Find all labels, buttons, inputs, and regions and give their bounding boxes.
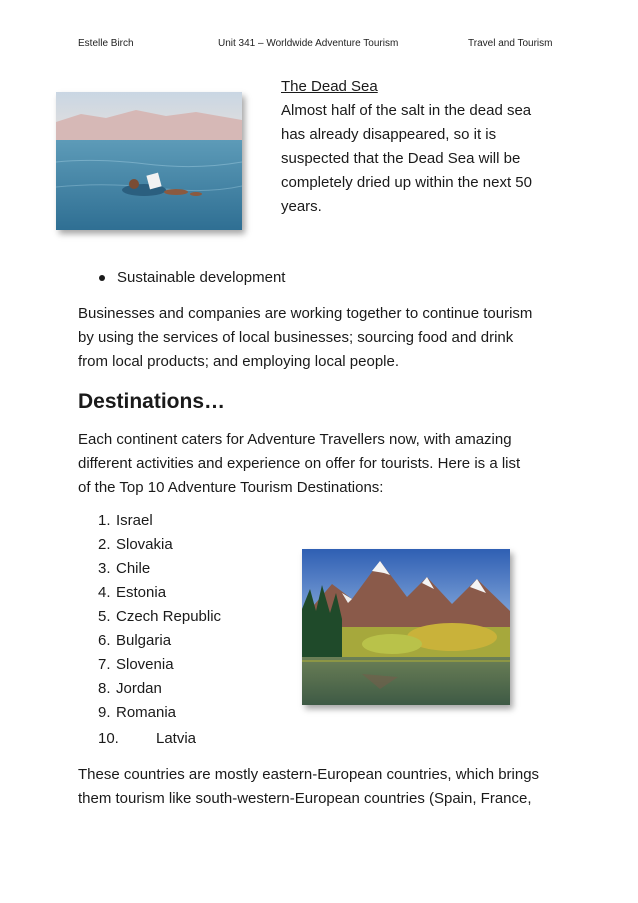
list-item: 5. Czech Republic bbox=[98, 608, 222, 625]
intro-line-1: Each continent caters for Adventure Travellers now, with amazing bbox=[78, 431, 512, 448]
destinations-heading: Destinations… bbox=[78, 390, 226, 413]
list-item: 7. Slovenia bbox=[98, 656, 174, 673]
intro-line-3: of the Top 10 Adventure Tourism Destinations: bbox=[78, 479, 384, 496]
dead-sea-title: The Dead Sea bbox=[281, 78, 378, 95]
closing-line-2: them tourism like south-western-European countries (Spain, France, bbox=[78, 790, 532, 807]
list-item: 2. Slovakia bbox=[98, 536, 173, 553]
bullet-icon bbox=[99, 275, 105, 281]
header-author: Estelle Birch bbox=[78, 38, 134, 49]
intro-line-2: different activities and experience on offer for tourists. Here is a list bbox=[78, 455, 521, 472]
sustainable-line-1: Businesses and companies are working together to continue tourism bbox=[78, 305, 533, 322]
dead-sea-line-1: Almost half of the salt in the dead sea bbox=[281, 102, 532, 119]
sustainable-line-3: from local products; and employing local people. bbox=[78, 353, 400, 370]
dead-sea-line-2: has already disappeared, so it is bbox=[281, 126, 497, 143]
dead-sea-line-3: suspected that the Dead Sea will be bbox=[281, 150, 521, 167]
list-item: 3. Chile bbox=[98, 560, 151, 577]
mountain-lake-photo bbox=[302, 549, 510, 705]
list-item: 8. Jordan bbox=[98, 680, 162, 697]
dead-sea-photo bbox=[56, 92, 242, 230]
list-item: 9. Romania bbox=[98, 704, 177, 721]
list-item: 10. Latvia bbox=[98, 730, 197, 747]
dead-sea-line-5: years. bbox=[281, 198, 322, 215]
header-unit: Unit 341 – Worldwide Adventure Tourism bbox=[218, 38, 399, 49]
list-item: 1. Israel bbox=[98, 512, 153, 529]
dead-sea-line-4: completely dried up within the next 50 bbox=[281, 174, 532, 191]
list-item: 4. Estonia bbox=[98, 584, 167, 601]
closing-line-1: These countries are mostly eastern-European countries, which brings bbox=[78, 766, 540, 783]
sustainable-line-2: by using the services of local businesses; sourcing food and drink bbox=[78, 329, 514, 346]
list-item: 6. Bulgaria bbox=[98, 632, 172, 649]
header-subject: Travel and Tourism bbox=[468, 38, 553, 49]
sustainable-bullet: Sustainable development bbox=[117, 269, 286, 286]
